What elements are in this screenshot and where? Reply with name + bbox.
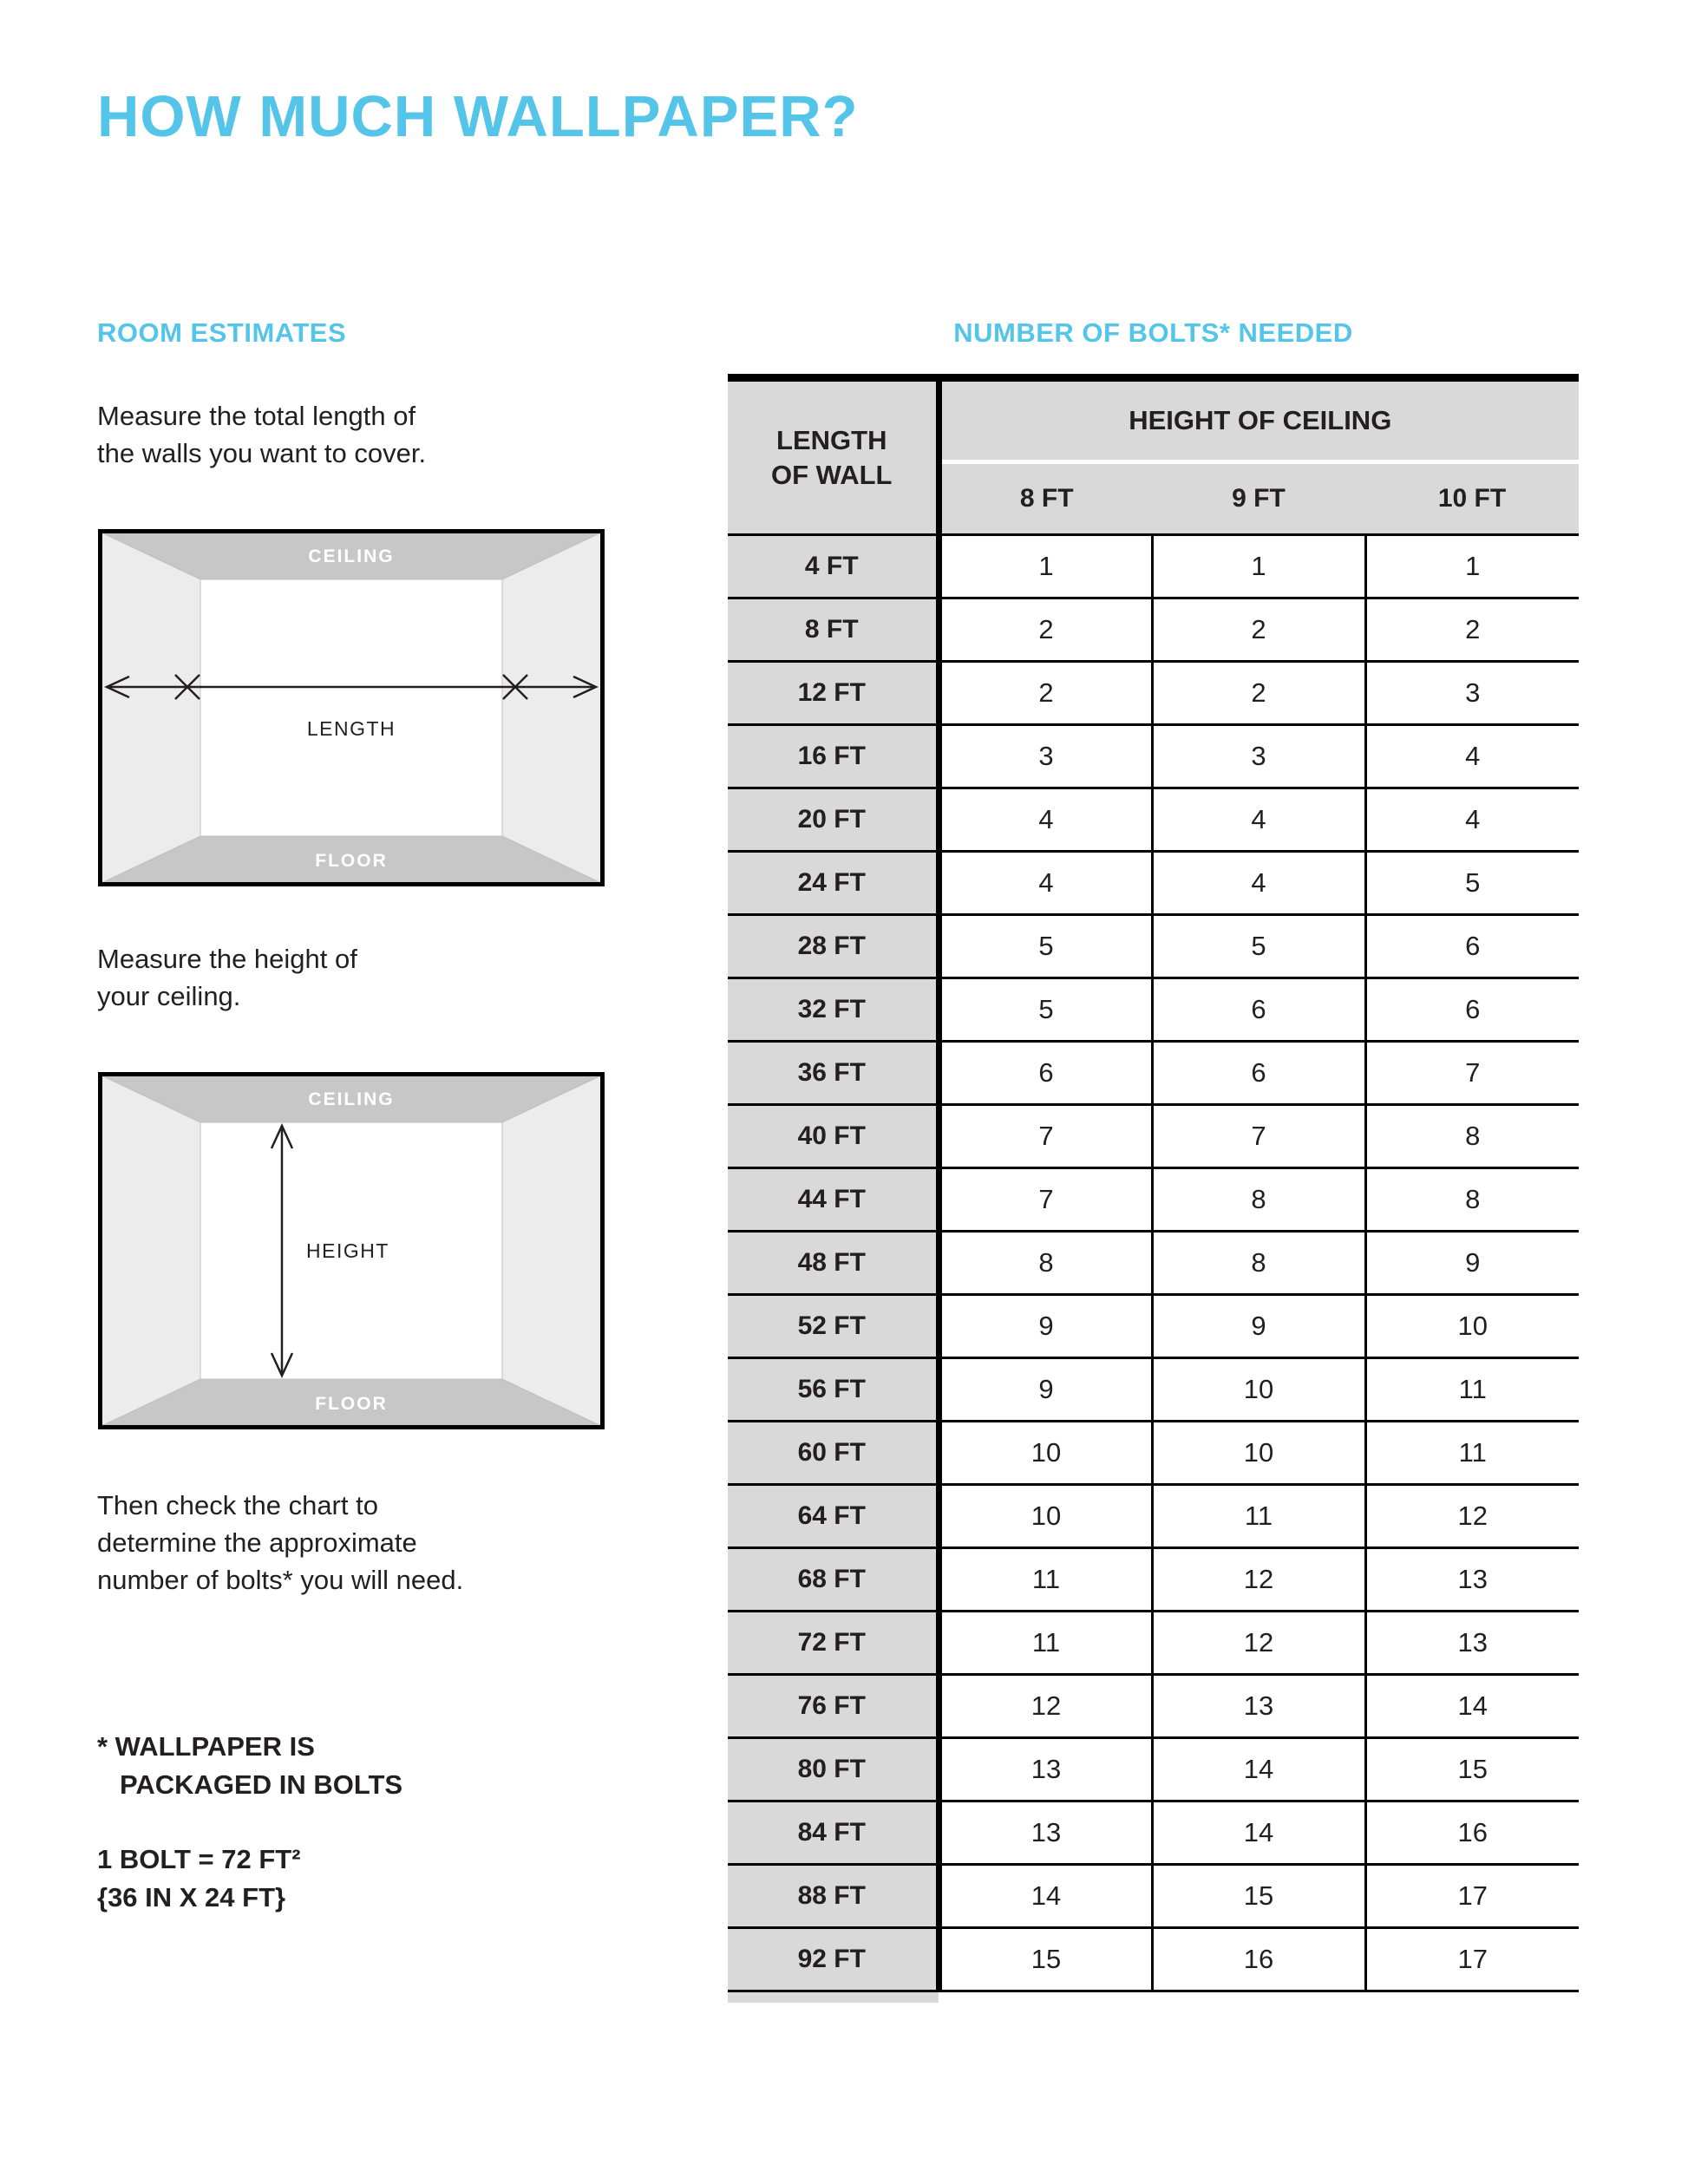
- instruction-step-1: [97, 397, 426, 472]
- bolts-10ft-cell: 11: [1365, 1422, 1579, 1485]
- bolt-spec-line-1: 1 BOLT = 72 FT²: [97, 1844, 301, 1874]
- wall-length-cell: 32 FT: [728, 978, 939, 1042]
- table-row: [728, 1295, 1579, 1358]
- page-title: HOW MUCH WALLPAPER?: [97, 84, 859, 149]
- bolts-10ft-cell: 7: [1365, 1042, 1579, 1105]
- bolts-8ft-cell: 8: [939, 1232, 1152, 1295]
- height-of-ceiling-header: HEIGHT OF CEILING: [939, 378, 1579, 462]
- wall-length-cell: 16 FT: [728, 725, 939, 788]
- bolts-8ft-cell: 11: [939, 1548, 1152, 1612]
- bolts-9ft-cell: 9: [1152, 1295, 1365, 1358]
- bolts-table: [728, 374, 1579, 1992]
- bolts-8ft-cell: 5: [939, 978, 1152, 1042]
- bolts-10ft-cell: 15: [1365, 1738, 1579, 1801]
- floor-label: FLOOR: [315, 851, 388, 871]
- bolts-10ft-cell: 6: [1365, 978, 1579, 1042]
- table-row: [728, 1548, 1579, 1612]
- table-row: [728, 1612, 1579, 1675]
- table-row: [728, 1485, 1579, 1548]
- bolts-10ft-cell: 16: [1365, 1801, 1579, 1865]
- instruction-step-3-line-2: determine the approximate: [97, 1527, 417, 1558]
- bolts-8ft-cell: 10: [939, 1485, 1152, 1548]
- length-column-tail: [728, 1992, 939, 2003]
- wall-length-cell: 64 FT: [728, 1485, 939, 1548]
- wall-length-cell: 76 FT: [728, 1675, 939, 1738]
- wall-length-cell: 48 FT: [728, 1232, 939, 1295]
- table-row: [728, 852, 1579, 915]
- left-wall-surface: [101, 1076, 200, 1426]
- wall-length-cell: 40 FT: [728, 1105, 939, 1168]
- bolts-9ft-cell: 6: [1152, 1042, 1365, 1105]
- room-estimates-heading: ROOM ESTIMATES: [97, 317, 347, 348]
- bolts-8ft-cell: 11: [939, 1612, 1152, 1675]
- table-row: [728, 1105, 1579, 1168]
- bolts-9ft-cell: 10: [1152, 1358, 1365, 1422]
- bolts-9ft-cell: 10: [1152, 1422, 1365, 1485]
- table-row: [728, 1168, 1579, 1232]
- bolts-10ft-cell: 4: [1365, 725, 1579, 788]
- instruction-step-3-line-1: Then check the chart to: [97, 1490, 378, 1520]
- bolts-footnote: [97, 1728, 402, 1804]
- bolts-table-container: [728, 374, 1579, 2003]
- wall-length-cell: 44 FT: [728, 1168, 939, 1232]
- bolts-9ft-cell: 6: [1152, 978, 1365, 1042]
- table-row: [728, 978, 1579, 1042]
- bolts-9ft-cell: 4: [1152, 788, 1365, 852]
- ceiling-label: CEILING: [308, 546, 395, 566]
- bolts-9ft-cell: 8: [1152, 1168, 1365, 1232]
- table-row: [728, 1865, 1579, 1928]
- wall-length-cell: 68 FT: [728, 1548, 939, 1612]
- instruction-step-3: [97, 1487, 463, 1599]
- table-row: [728, 1232, 1579, 1295]
- table-row: [728, 598, 1579, 662]
- instruction-step-3-line-3: number of bolts* you will need.: [97, 1565, 464, 1595]
- wall-length-cell: 72 FT: [728, 1612, 939, 1675]
- bolts-8ft-cell: 7: [939, 1168, 1152, 1232]
- bolts-8ft-cell: 1: [939, 535, 1152, 598]
- table-row: [728, 1738, 1579, 1801]
- bolts-9ft-cell: 12: [1152, 1548, 1365, 1612]
- room-height-diagram-svg: [98, 1072, 605, 1429]
- height-dimension-label: HEIGHT: [306, 1239, 389, 1262]
- bolts-10ft-cell: 10: [1365, 1295, 1579, 1358]
- bolts-10ft-cell: 6: [1365, 915, 1579, 978]
- instruction-step-1-line-1: Measure the total length of: [97, 401, 416, 431]
- wall-length-cell: 84 FT: [728, 1801, 939, 1865]
- bolts-10ft-cell: 5: [1365, 852, 1579, 915]
- table-row: [728, 1042, 1579, 1105]
- table-row: [728, 725, 1579, 788]
- bolts-8ft-cell: 6: [939, 1042, 1152, 1105]
- bolts-9ft-cell: 16: [1152, 1928, 1365, 1991]
- bolts-9ft-cell: 2: [1152, 598, 1365, 662]
- instruction-step-2: [97, 940, 357, 1015]
- table-row: [728, 1675, 1579, 1738]
- bolt-spec-line-2: {36 IN X 24 FT}: [97, 1882, 286, 1913]
- wall-length-cell: 28 FT: [728, 915, 939, 978]
- ceiling-label: CEILING: [308, 1089, 395, 1109]
- wall-length-cell: 60 FT: [728, 1422, 939, 1485]
- bolts-9ft-cell: 8: [1152, 1232, 1365, 1295]
- column-header-10ft: 10 FT: [1365, 462, 1579, 535]
- bolts-10ft-cell: 13: [1365, 1548, 1579, 1612]
- wall-length-cell: 56 FT: [728, 1358, 939, 1422]
- bolts-8ft-cell: 9: [939, 1358, 1152, 1422]
- bolts-10ft-cell: 17: [1365, 1865, 1579, 1928]
- table-row: [728, 1928, 1579, 1991]
- bolts-9ft-cell: 7: [1152, 1105, 1365, 1168]
- wall-length-cell: 12 FT: [728, 662, 939, 725]
- bolts-table-head: [728, 378, 1579, 535]
- bolts-9ft-cell: 14: [1152, 1738, 1365, 1801]
- bolts-8ft-cell: 7: [939, 1105, 1152, 1168]
- bolts-8ft-cell: 4: [939, 852, 1152, 915]
- bolts-8ft-cell: 14: [939, 1865, 1152, 1928]
- bolts-8ft-cell: 13: [939, 1738, 1152, 1801]
- bolts-table-body: [728, 535, 1579, 1991]
- wall-length-cell: 92 FT: [728, 1928, 939, 1991]
- table-row: [728, 1358, 1579, 1422]
- instruction-step-1-line-2: the walls you want to cover.: [97, 438, 427, 468]
- bolts-9ft-cell: 4: [1152, 852, 1365, 915]
- bolts-footnote-line-1: * WALLPAPER IS: [97, 1731, 315, 1762]
- length-of-wall-header: [728, 378, 939, 535]
- bolts-8ft-cell: 2: [939, 662, 1152, 725]
- bolts-9ft-cell: 5: [1152, 915, 1365, 978]
- bolts-10ft-cell: 9: [1365, 1232, 1579, 1295]
- bolts-8ft-cell: 4: [939, 788, 1152, 852]
- bolts-8ft-cell: 15: [939, 1928, 1152, 1991]
- length-of-wall-header-line-2: OF WALL: [771, 459, 893, 490]
- bolts-8ft-cell: 10: [939, 1422, 1152, 1485]
- bolts-footnote-line-2: PACKAGED IN BOLTS: [120, 1769, 403, 1800]
- wall-length-cell: 88 FT: [728, 1865, 939, 1928]
- bolts-9ft-cell: 11: [1152, 1485, 1365, 1548]
- bolts-9ft-cell: 12: [1152, 1612, 1365, 1675]
- right-wall-surface: [502, 533, 601, 883]
- bolt-spec: [97, 1841, 301, 1917]
- bolts-10ft-cell: 1: [1365, 535, 1579, 598]
- bolts-10ft-cell: 8: [1365, 1168, 1579, 1232]
- bolts-8ft-cell: 2: [939, 598, 1152, 662]
- length-dimension-label: LENGTH: [306, 717, 396, 740]
- bolts-9ft-cell: 2: [1152, 662, 1365, 725]
- wall-length-cell: 52 FT: [728, 1295, 939, 1358]
- bolts-10ft-cell: 14: [1365, 1675, 1579, 1738]
- table-row: [728, 1801, 1579, 1865]
- bolts-9ft-cell: 1: [1152, 535, 1365, 598]
- bolts-9ft-cell: 15: [1152, 1865, 1365, 1928]
- bolts-9ft-cell: 13: [1152, 1675, 1365, 1738]
- wall-length-cell: 80 FT: [728, 1738, 939, 1801]
- wall-length-cell: 4 FT: [728, 535, 939, 598]
- bolts-10ft-cell: 11: [1365, 1358, 1579, 1422]
- bolts-8ft-cell: 9: [939, 1295, 1152, 1358]
- instruction-step-2-line-2: your ceiling.: [97, 981, 241, 1011]
- bolts-needed-heading: NUMBER OF BOLTS* NEEDED: [953, 317, 1353, 348]
- column-header-9ft: 9 FT: [1152, 462, 1365, 535]
- bolts-10ft-cell: 2: [1365, 598, 1579, 662]
- column-header-8ft: 8 FT: [939, 462, 1152, 535]
- table-row: [728, 788, 1579, 852]
- right-wall-surface: [502, 1076, 601, 1426]
- bolts-9ft-cell: 3: [1152, 725, 1365, 788]
- wall-length-cell: 20 FT: [728, 788, 939, 852]
- table-row: [728, 662, 1579, 725]
- room-length-diagram-svg: [98, 529, 605, 886]
- table-row: [728, 1422, 1579, 1485]
- table-row: [728, 915, 1579, 978]
- wall-length-cell: 24 FT: [728, 852, 939, 915]
- room-length-diagram: [98, 529, 605, 886]
- bolts-10ft-cell: 13: [1365, 1612, 1579, 1675]
- room-height-diagram: [98, 1072, 605, 1429]
- bolts-8ft-cell: 12: [939, 1675, 1152, 1738]
- wall-length-cell: 36 FT: [728, 1042, 939, 1105]
- back-wall-surface: [200, 579, 502, 836]
- wall-length-cell: 8 FT: [728, 598, 939, 662]
- bolts-10ft-cell: 8: [1365, 1105, 1579, 1168]
- bolts-8ft-cell: 5: [939, 915, 1152, 978]
- floor-label: FLOOR: [315, 1394, 388, 1414]
- bolts-10ft-cell: 4: [1365, 788, 1579, 852]
- length-of-wall-header-line-1: LENGTH: [776, 424, 887, 455]
- instruction-step-2-line-1: Measure the height of: [97, 944, 357, 974]
- table-row: [728, 535, 1579, 598]
- bolts-9ft-cell: 14: [1152, 1801, 1365, 1865]
- bolts-10ft-cell: 3: [1365, 662, 1579, 725]
- left-wall-surface: [101, 533, 200, 883]
- bolts-8ft-cell: 13: [939, 1801, 1152, 1865]
- bolts-8ft-cell: 3: [939, 725, 1152, 788]
- bolts-10ft-cell: 12: [1365, 1485, 1579, 1548]
- bolts-10ft-cell: 17: [1365, 1928, 1579, 1991]
